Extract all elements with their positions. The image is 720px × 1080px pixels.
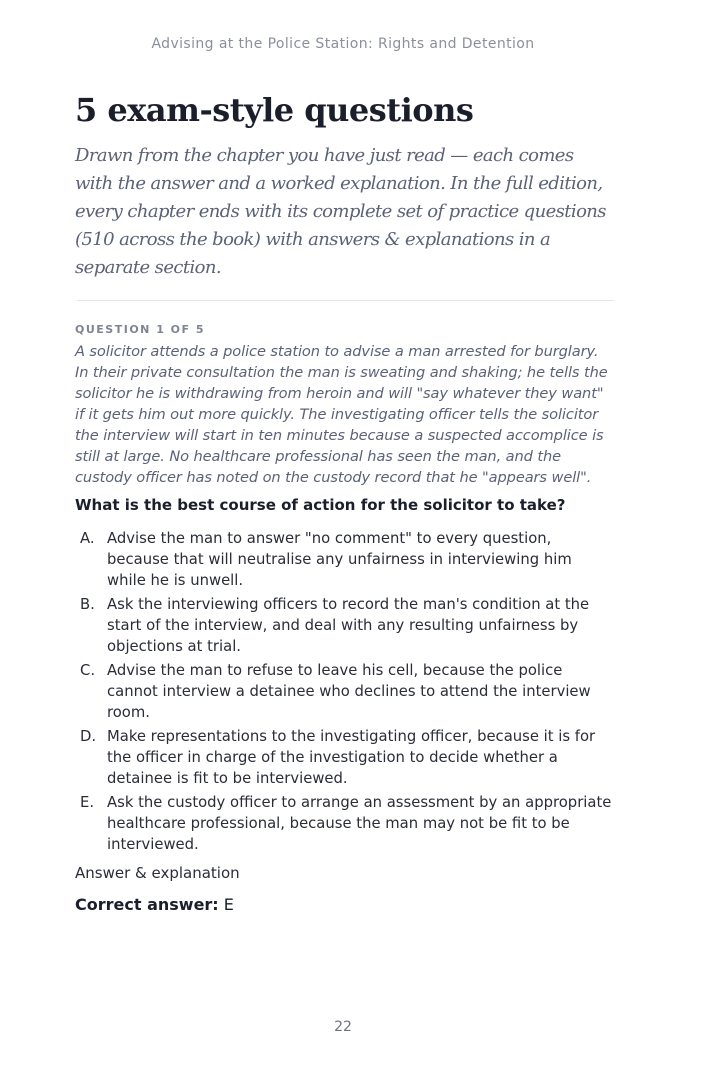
section-intro: Drawn from the chapter you have just read — each comes with the answer and a worked explanation. In the full edition, every chapter ends with its complete set of practice questions (510 across the book) with answers & explanations in a separate section.: [75, 145, 606, 278]
option-text: Advise the man to refuse to leave his cell, because the police cannot interview a detainee who declines to attend the interview room.: [107, 662, 591, 721]
page-number: 22: [334, 1019, 352, 1035]
option-letter: A.: [80, 530, 95, 547]
page-content: [75, 88, 615, 916]
option-text: Make representations to the investigating officer, because it is for the officer in charge of the investigation to decide whether a detainee is fit to be interviewed.: [107, 728, 596, 787]
question-label: QUESTION 1 OF 5: [75, 323, 206, 336]
option-letter: B.: [80, 596, 95, 613]
option-text: Advise the man to answer "no comment" to every question, because that will neutralise any unfairness in interviewing him while he is unwell.: [107, 530, 572, 589]
option-e: [75, 792, 615, 855]
option-text: Ask the interviewing officers to record the man's condition at the start of the interview, and deal with any resulting unfairness by objections at trial.: [107, 596, 590, 655]
option-a: [75, 528, 615, 591]
question-scenario: A solicitor attends a police station to advise a man arrested for burglary. In their private consultation the man is sweating and shaking; he tells the solicitor he is withdrawing from heroin and will "say whatever they want" if it gets him out more quickly. The investigating officer tells the solicitor the interview will start in ten minutes because a suspected accomplice is still at large. No healthcare professional has seen the man, and the custody officer has noted on the custody record that he "appears well".: [75, 343, 608, 486]
option-d: [75, 726, 615, 789]
correct-answer-value: E: [223, 895, 234, 914]
answer-options: [75, 528, 615, 855]
question-stem: What is the best course of action for the solicitor to take?: [75, 496, 566, 514]
option-letter: C.: [80, 662, 96, 679]
answer-explanation-toggle[interactable]: Answer & explanation: [75, 864, 240, 882]
option-letter: E.: [80, 794, 95, 811]
divider: [77, 300, 614, 301]
option-text: Ask the custody officer to arrange an assessment by an appropriate healthcare professional, because the man may not be fit to be interviewed.: [107, 794, 612, 853]
option-c: [75, 660, 615, 723]
running-header: Advising at the Police Station: Rights and Detention: [151, 36, 535, 52]
section-title: 5 exam-style questions: [75, 91, 474, 129]
correct-answer-label: Correct answer:: [75, 895, 219, 914]
option-letter: D.: [80, 728, 97, 745]
correct-answer: [75, 894, 615, 916]
option-b: [75, 594, 615, 657]
